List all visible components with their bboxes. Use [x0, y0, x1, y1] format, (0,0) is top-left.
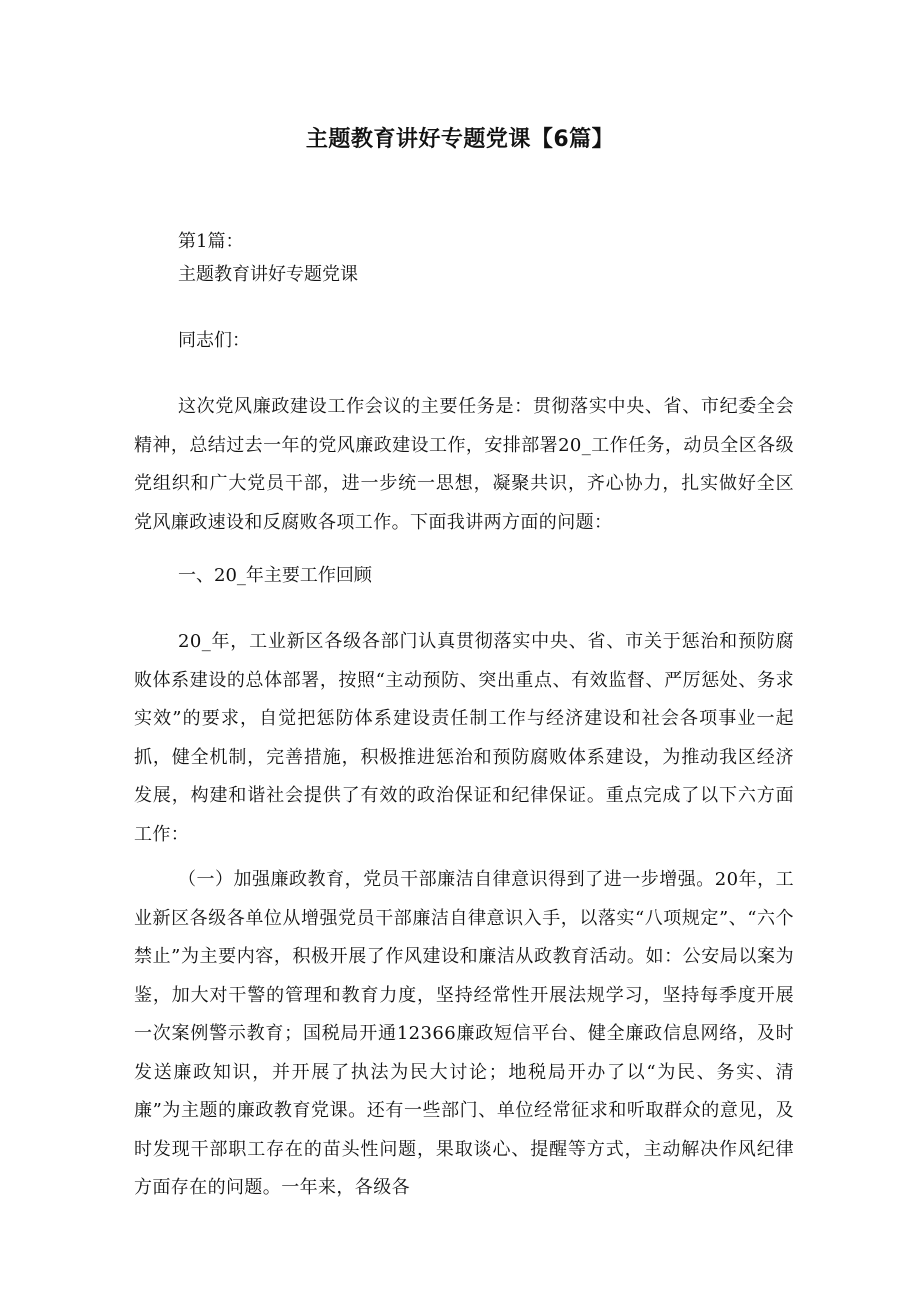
section-label: 第1篇： — [178, 231, 244, 252]
section-title: 主题教育讲好专题党课 — [178, 264, 358, 285]
document-title: 主题教育讲好专题党课【6篇】 — [305, 127, 615, 152]
paragraph-intro: 这次党风廉政建设工作会议的主要任务是：贯彻落实中央、省、市纪委全会精神，总结过去一年的党风廉政建设工作，安排部署20_工作任务，动员全区各级党组织和广大党员干部，进一步统一思想，凝聚共识，齐心协力，扎实做好全区党风廉政速设和反腐败各项工作。下面我讲两方面的问题： — [134, 396, 794, 533]
salutation: 同志们： — [178, 330, 250, 351]
section-heading: 一、20_年主要工作回顾 — [178, 565, 372, 586]
paragraph-review: 20_年，工业新区各级各部门认真贯彻落实中央、省、市关于惩治和预防腐败体系建设的总体部署，按照“主动预防、突出重点、有效监督、严厉惩处、务求实效”的要求，自觉把惩防体系建设责任制工作与经济建设和社会各项事业一起抓，健全机制，完善措施，积极推进惩治和预防腐败体系建设，为推动我区经济发展，构建和谐社会提供了有效的政治保证和纪律保证。重点完成了以下六方面工作： — [134, 631, 794, 845]
paragraph-item-1: （一）加强廉政教育，党员干部廉洁自律意识得到了进一步增强。20年，工业新区各级各单位从增强党员干部廉洁自律意识入手，以落实“八项规定”、“六个禁止”为主要内容，积极开展了作风建设和廉洁从政教育活动。如：公安局以案为鉴，加大对干警的管理和教育力度，坚持经常性开展法规学习，坚持每季度开展一次案例警示教育；国税局开通12366廉政短信平台、健全廉政信息网络，及时发送廉政知识，并开展了执法为民大讨论；地税局开办了以“为民、务实、清廉”为主题的廉政教育党课。还有一些部门、单位经常征求和听取群众的意见，及时发现干部职工存在的苗头性问题，果取谈心、提醒等方式，主动解决作风纪律方面存在的问题。一年来，各级各 — [134, 869, 794, 1198]
